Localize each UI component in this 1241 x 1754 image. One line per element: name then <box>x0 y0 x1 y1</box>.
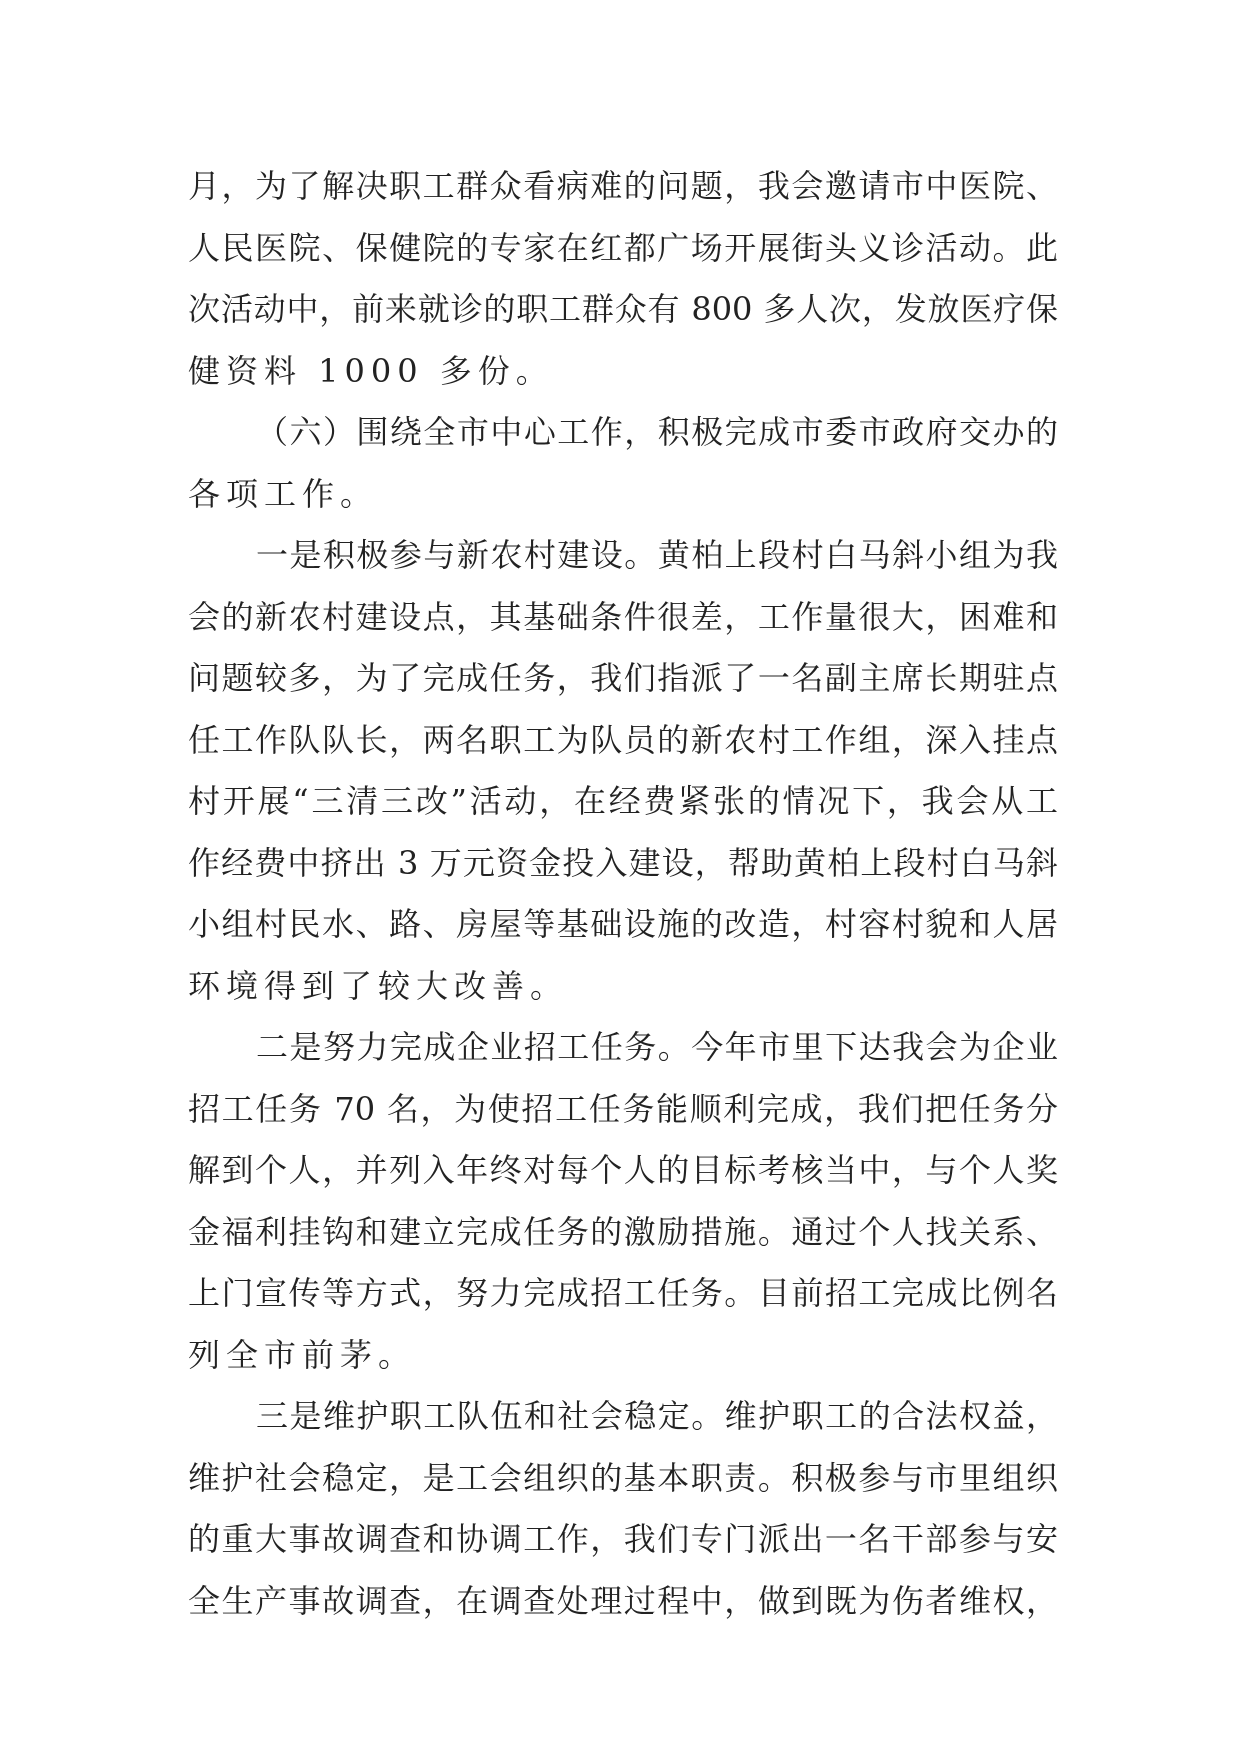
text-line: 一是积极参与新农村建设。黄柏上段村白马斜小组为我 <box>256 536 1058 574</box>
text-line: （六）围绕全市中心工作，积极完成市委市政府交办的 <box>256 413 1058 451</box>
text-line: 三是维护职工队伍和社会稳定。维护职工的合法权益， <box>256 1397 1058 1435</box>
text-line: 全生产事故调查，在调查处理过程中，做到既为伤者维权， <box>188 1581 1058 1620</box>
text-line: 各项工作。 <box>188 474 379 513</box>
text-line: 列全市前茅。 <box>188 1335 417 1374</box>
text-line: 村开展“三清三改”活动，在经费紧张的情况下，我会从工 <box>188 782 1058 820</box>
text-line: 人民医院、保健院的专家在红都广场开展街头义诊活动。此 <box>188 228 1058 267</box>
paragraph <box>188 525 1058 1017</box>
text-line: 金福利挂钩和建立完成任务的激励措施。通过个人找关系、 <box>188 1212 1058 1251</box>
text-line: 二是努力完成企业招工任务。今年市里下达我会为企业 <box>256 1028 1058 1066</box>
text-line: 健资料 1000 多份。 <box>188 351 554 390</box>
text-line: 招工任务 70 名，为使招工任务能顺利完成，我们把任务分 <box>188 1089 1058 1128</box>
text-line: 任工作队队长，两名职工为队员的新农村工作组，深入挂点 <box>188 720 1058 759</box>
paragraph <box>188 1017 1058 1386</box>
text-line: 的重大事故调查和协调工作，我们专门派出一名干部参与安 <box>188 1520 1058 1558</box>
document-body <box>188 156 1058 1632</box>
section-heading <box>188 402 1058 525</box>
paragraph <box>188 1386 1058 1632</box>
text-line: 维护社会稳定，是工会组织的基本职责。积极参与市里组织 <box>188 1458 1058 1497</box>
text-line: 小组村民水、路、房屋等基础设施的改造，村容村貌和人居 <box>188 905 1058 943</box>
text-line: 问题较多，为了完成任务，我们指派了一名副主席长期驻点 <box>188 659 1058 697</box>
text-line: 月，为了解决职工群众看病难的问题，我会邀请市中医院、 <box>188 167 1058 205</box>
text-line: 会的新农村建设点，其基础条件很差，工作量很大，困难和 <box>188 597 1058 636</box>
text-line: 上门宣传等方式，努力完成招工任务。目前招工完成比例名 <box>188 1274 1058 1312</box>
text-line: 次活动中，前来就诊的职工群众有 800 多人次，发放医疗保 <box>188 290 1058 328</box>
text-line: 解到个人，并列入年终对每个人的目标考核当中，与个人奖 <box>188 1151 1058 1189</box>
text-line: 作经费中挤出 3 万元资金投入建设，帮助黄柏上段村白马斜 <box>188 843 1058 882</box>
paragraph <box>188 156 1058 402</box>
text-line: 环境得到了较大改善。 <box>188 966 569 1005</box>
